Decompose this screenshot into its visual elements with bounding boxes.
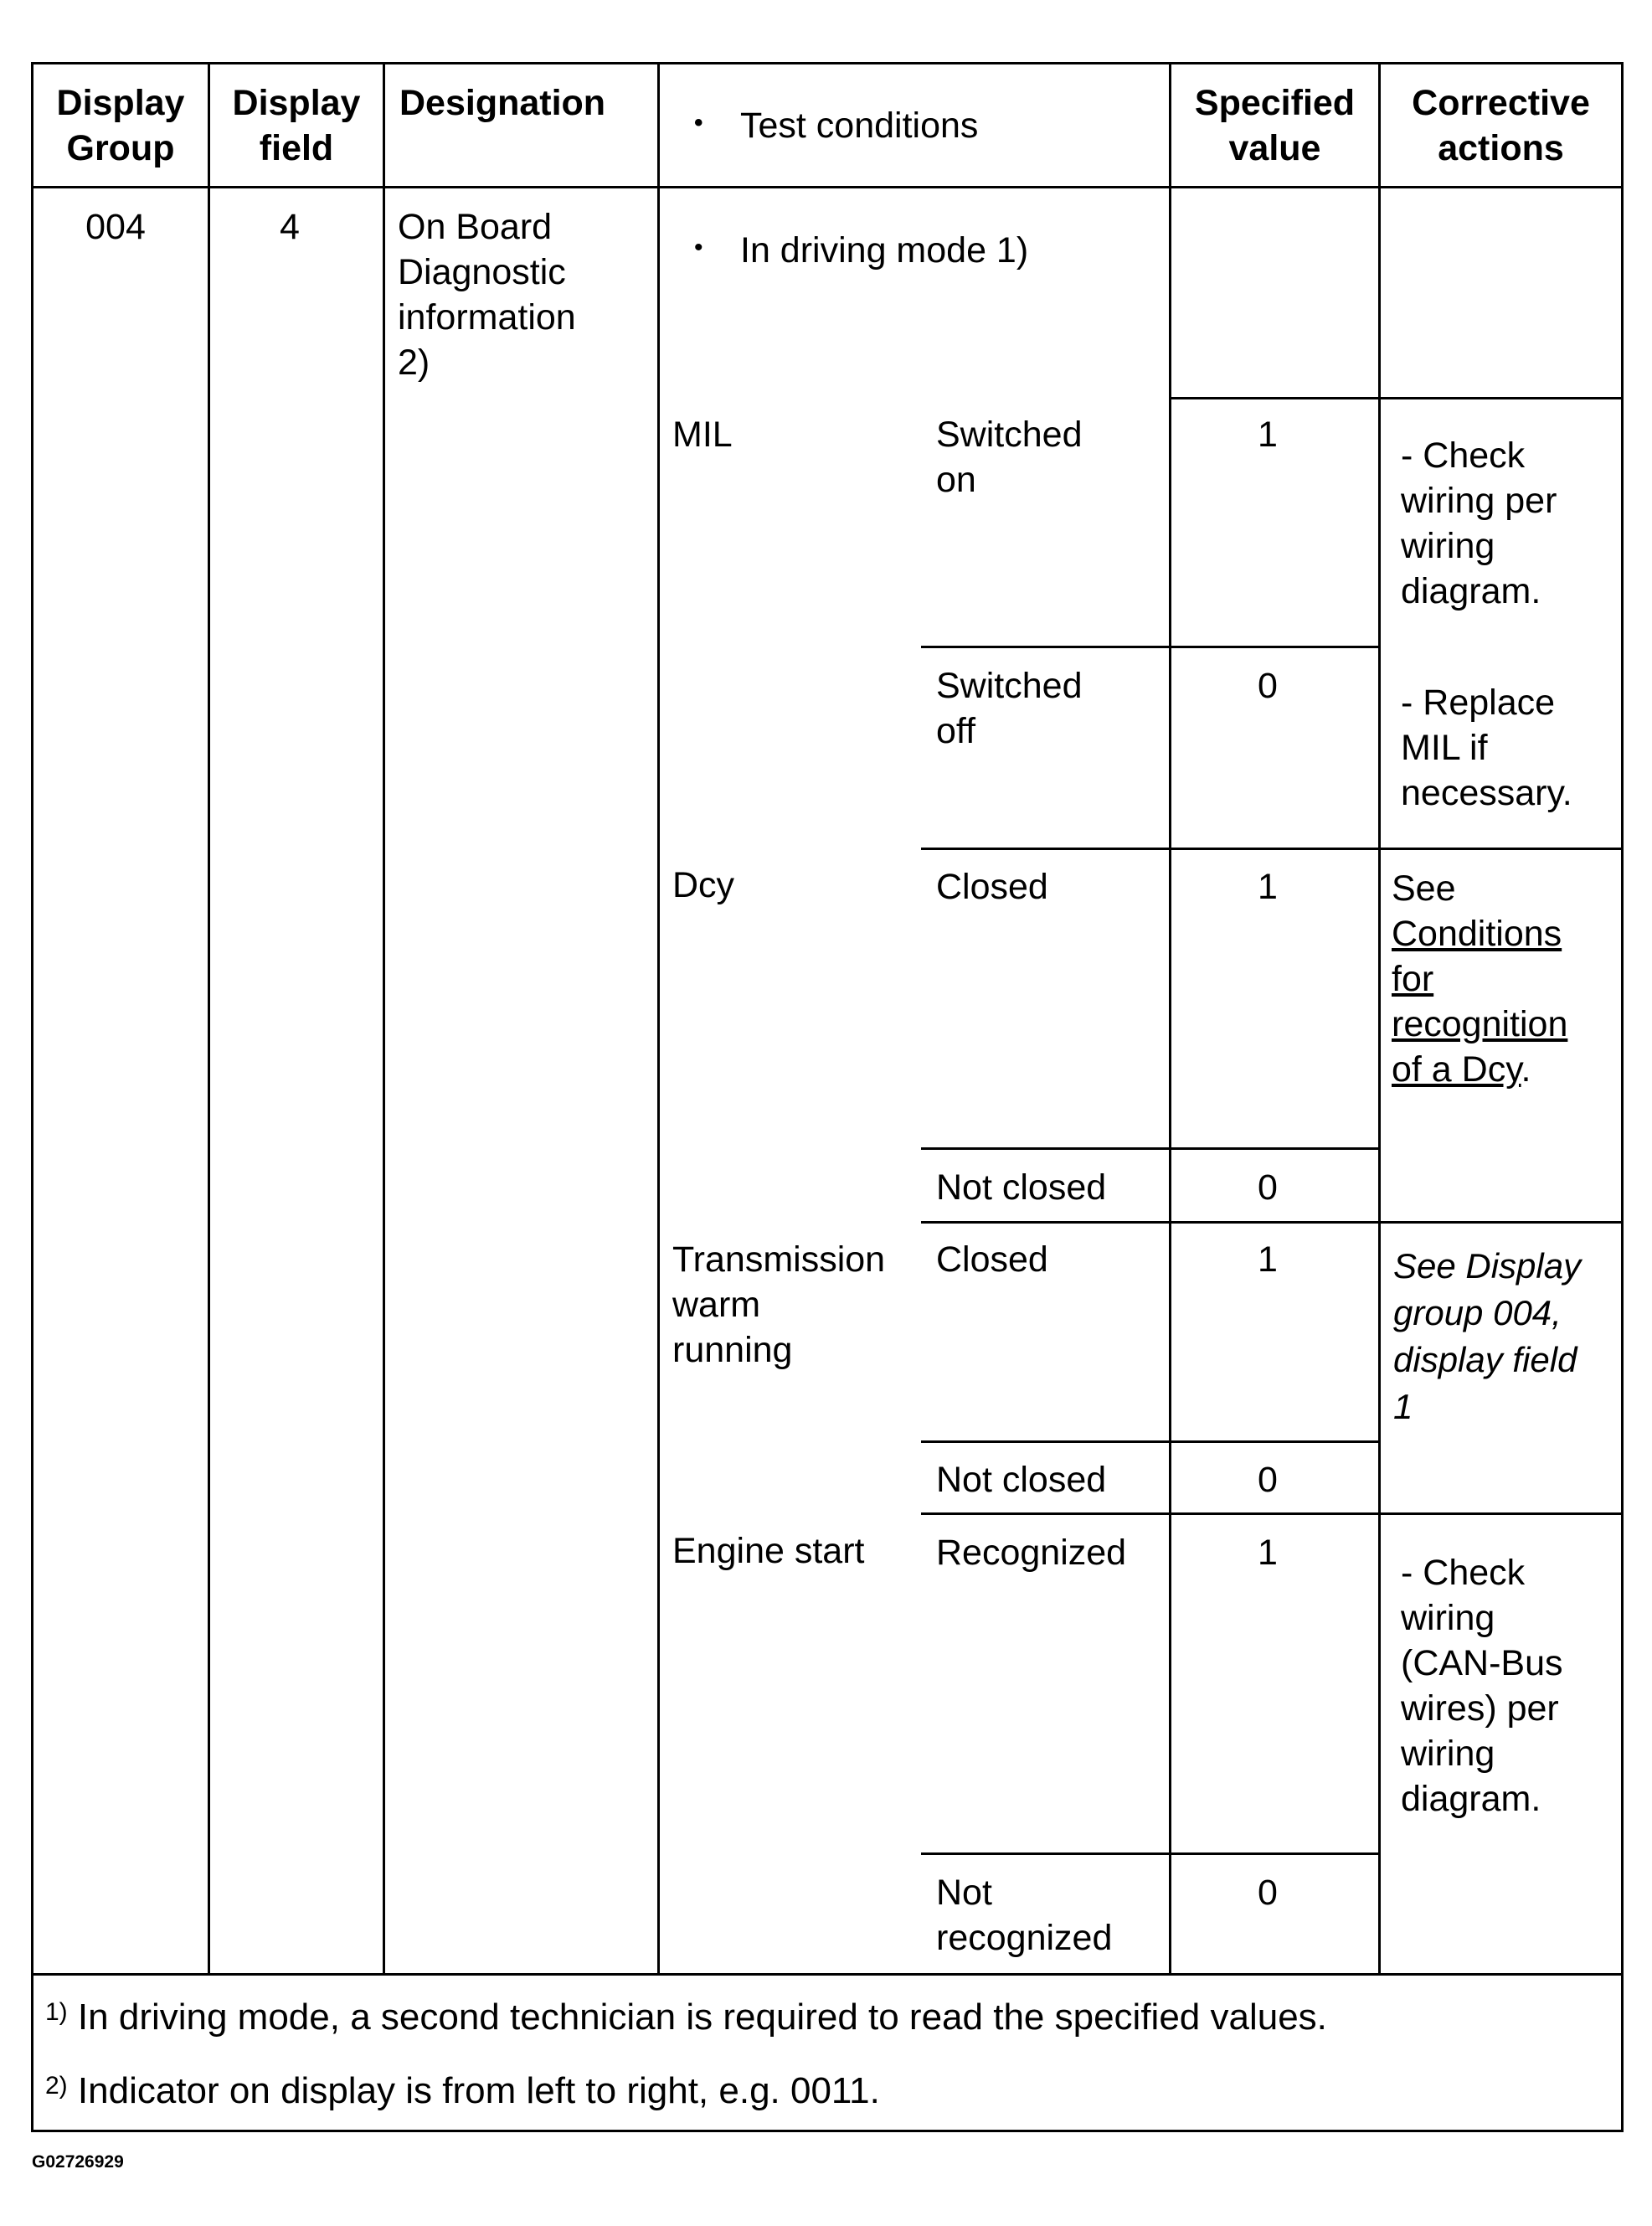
condition-transmission: Transmission warm running [672, 1239, 886, 1370]
row-divider-trans-states [921, 1440, 1381, 1443]
header-test-conditions: Test conditions [740, 106, 979, 146]
cell-driving-mode: In driving mode 1) [740, 230, 1029, 271]
cell-designation: On Board Diagnostic information 2) [398, 207, 576, 383]
row-divider-dcy-top [921, 848, 1624, 850]
col-divider-2 [383, 62, 385, 1976]
footnote-2-text: Indicator on display is from left to right, e.g. 0011. [77, 2070, 880, 2111]
value-dcy-closed: 1 [1258, 867, 1278, 907]
state-dcy-closed: Closed [936, 867, 1048, 907]
footnote-1-text: In driving mode, a second technician is required to read the specified values. [77, 1997, 1327, 2038]
mode-bullet: • [694, 234, 703, 261]
action-dcy [1392, 866, 1618, 1092]
action-dcy-prefix: See [1392, 868, 1456, 909]
state-engine-recognized: Recognized [936, 1533, 1127, 1573]
condition-engine-start: Engine start [672, 1531, 865, 1571]
header-specified-value: Specified value [1194, 83, 1356, 168]
value-mil-on: 1 [1258, 415, 1278, 455]
table-border-top [31, 62, 1624, 64]
header-display-field: Display field [232, 83, 361, 168]
row-divider-engine-states [921, 1852, 1381, 1855]
cell-display-field: 4 [280, 207, 300, 247]
table-border-left [31, 62, 33, 2132]
header-designation: Designation [399, 83, 606, 123]
row-divider-mil-states [921, 646, 1381, 648]
row-divider-dcy-states [921, 1147, 1381, 1150]
state-mil-off: Switched off [936, 666, 1083, 751]
col-divider-1 [208, 62, 210, 1976]
col-divider-5 [1378, 62, 1381, 1976]
col-divider-3 [657, 62, 660, 1976]
header-test-conditions-bullet: • [694, 109, 703, 137]
footnote-1-mark: 1) [45, 1998, 68, 2026]
value-engine-not-recognized: 0 [1258, 1873, 1278, 1913]
value-trans-not-closed: 0 [1258, 1460, 1278, 1500]
col-divider-4 [1169, 62, 1171, 1976]
table-border-bottom [31, 2130, 1624, 2132]
row-divider-trans-top [921, 1221, 1624, 1224]
state-trans-closed: Closed [936, 1239, 1048, 1280]
action-mil-check: - Check wiring per wiring diagram. [1401, 435, 1557, 611]
value-trans-closed: 1 [1258, 1239, 1278, 1280]
table-border-right [1621, 62, 1624, 2132]
footnote-1 [45, 1995, 1611, 2040]
value-mil-off: 0 [1258, 666, 1278, 706]
footnote-2 [45, 2069, 1611, 2114]
state-trans-not-closed: Not closed [936, 1460, 1107, 1500]
value-engine-recognized: 1 [1258, 1533, 1278, 1573]
state-mil-on: Switched on [936, 415, 1083, 500]
state-dcy-not-closed: Not closed [936, 1167, 1107, 1208]
action-dcy-suffix: . [1521, 1049, 1531, 1090]
state-engine-not-recognized: Not recognized [936, 1873, 1113, 1958]
action-mil-replace: - Replace MIL if necessary. [1401, 683, 1572, 813]
action-transmission: See Display group 004, display field 1 [1393, 1246, 1582, 1426]
value-dcy-not-closed: 0 [1258, 1167, 1278, 1208]
figure-id: G02726929 [32, 2152, 124, 2172]
condition-mil: MIL [672, 415, 733, 455]
condition-dcy: Dcy [672, 865, 735, 905]
row-divider-engine-top [921, 1512, 1624, 1515]
cell-display-group: 004 [85, 207, 146, 247]
header-corrective-actions: Corrective actions [1412, 83, 1590, 168]
header-divider [31, 186, 1624, 188]
footnote-divider [31, 1973, 1624, 1976]
header-display-group: Display Group [56, 83, 185, 168]
conditions-dcy-link[interactable]: Conditions for recognition of a Dcy [1392, 914, 1568, 1090]
row-divider-mil-top [1169, 397, 1624, 399]
action-engine-start: - Check wiring (CAN-Bus wires) per wiring diagram. [1401, 1553, 1563, 1819]
footnote-2-mark: 2) [45, 2072, 68, 2100]
